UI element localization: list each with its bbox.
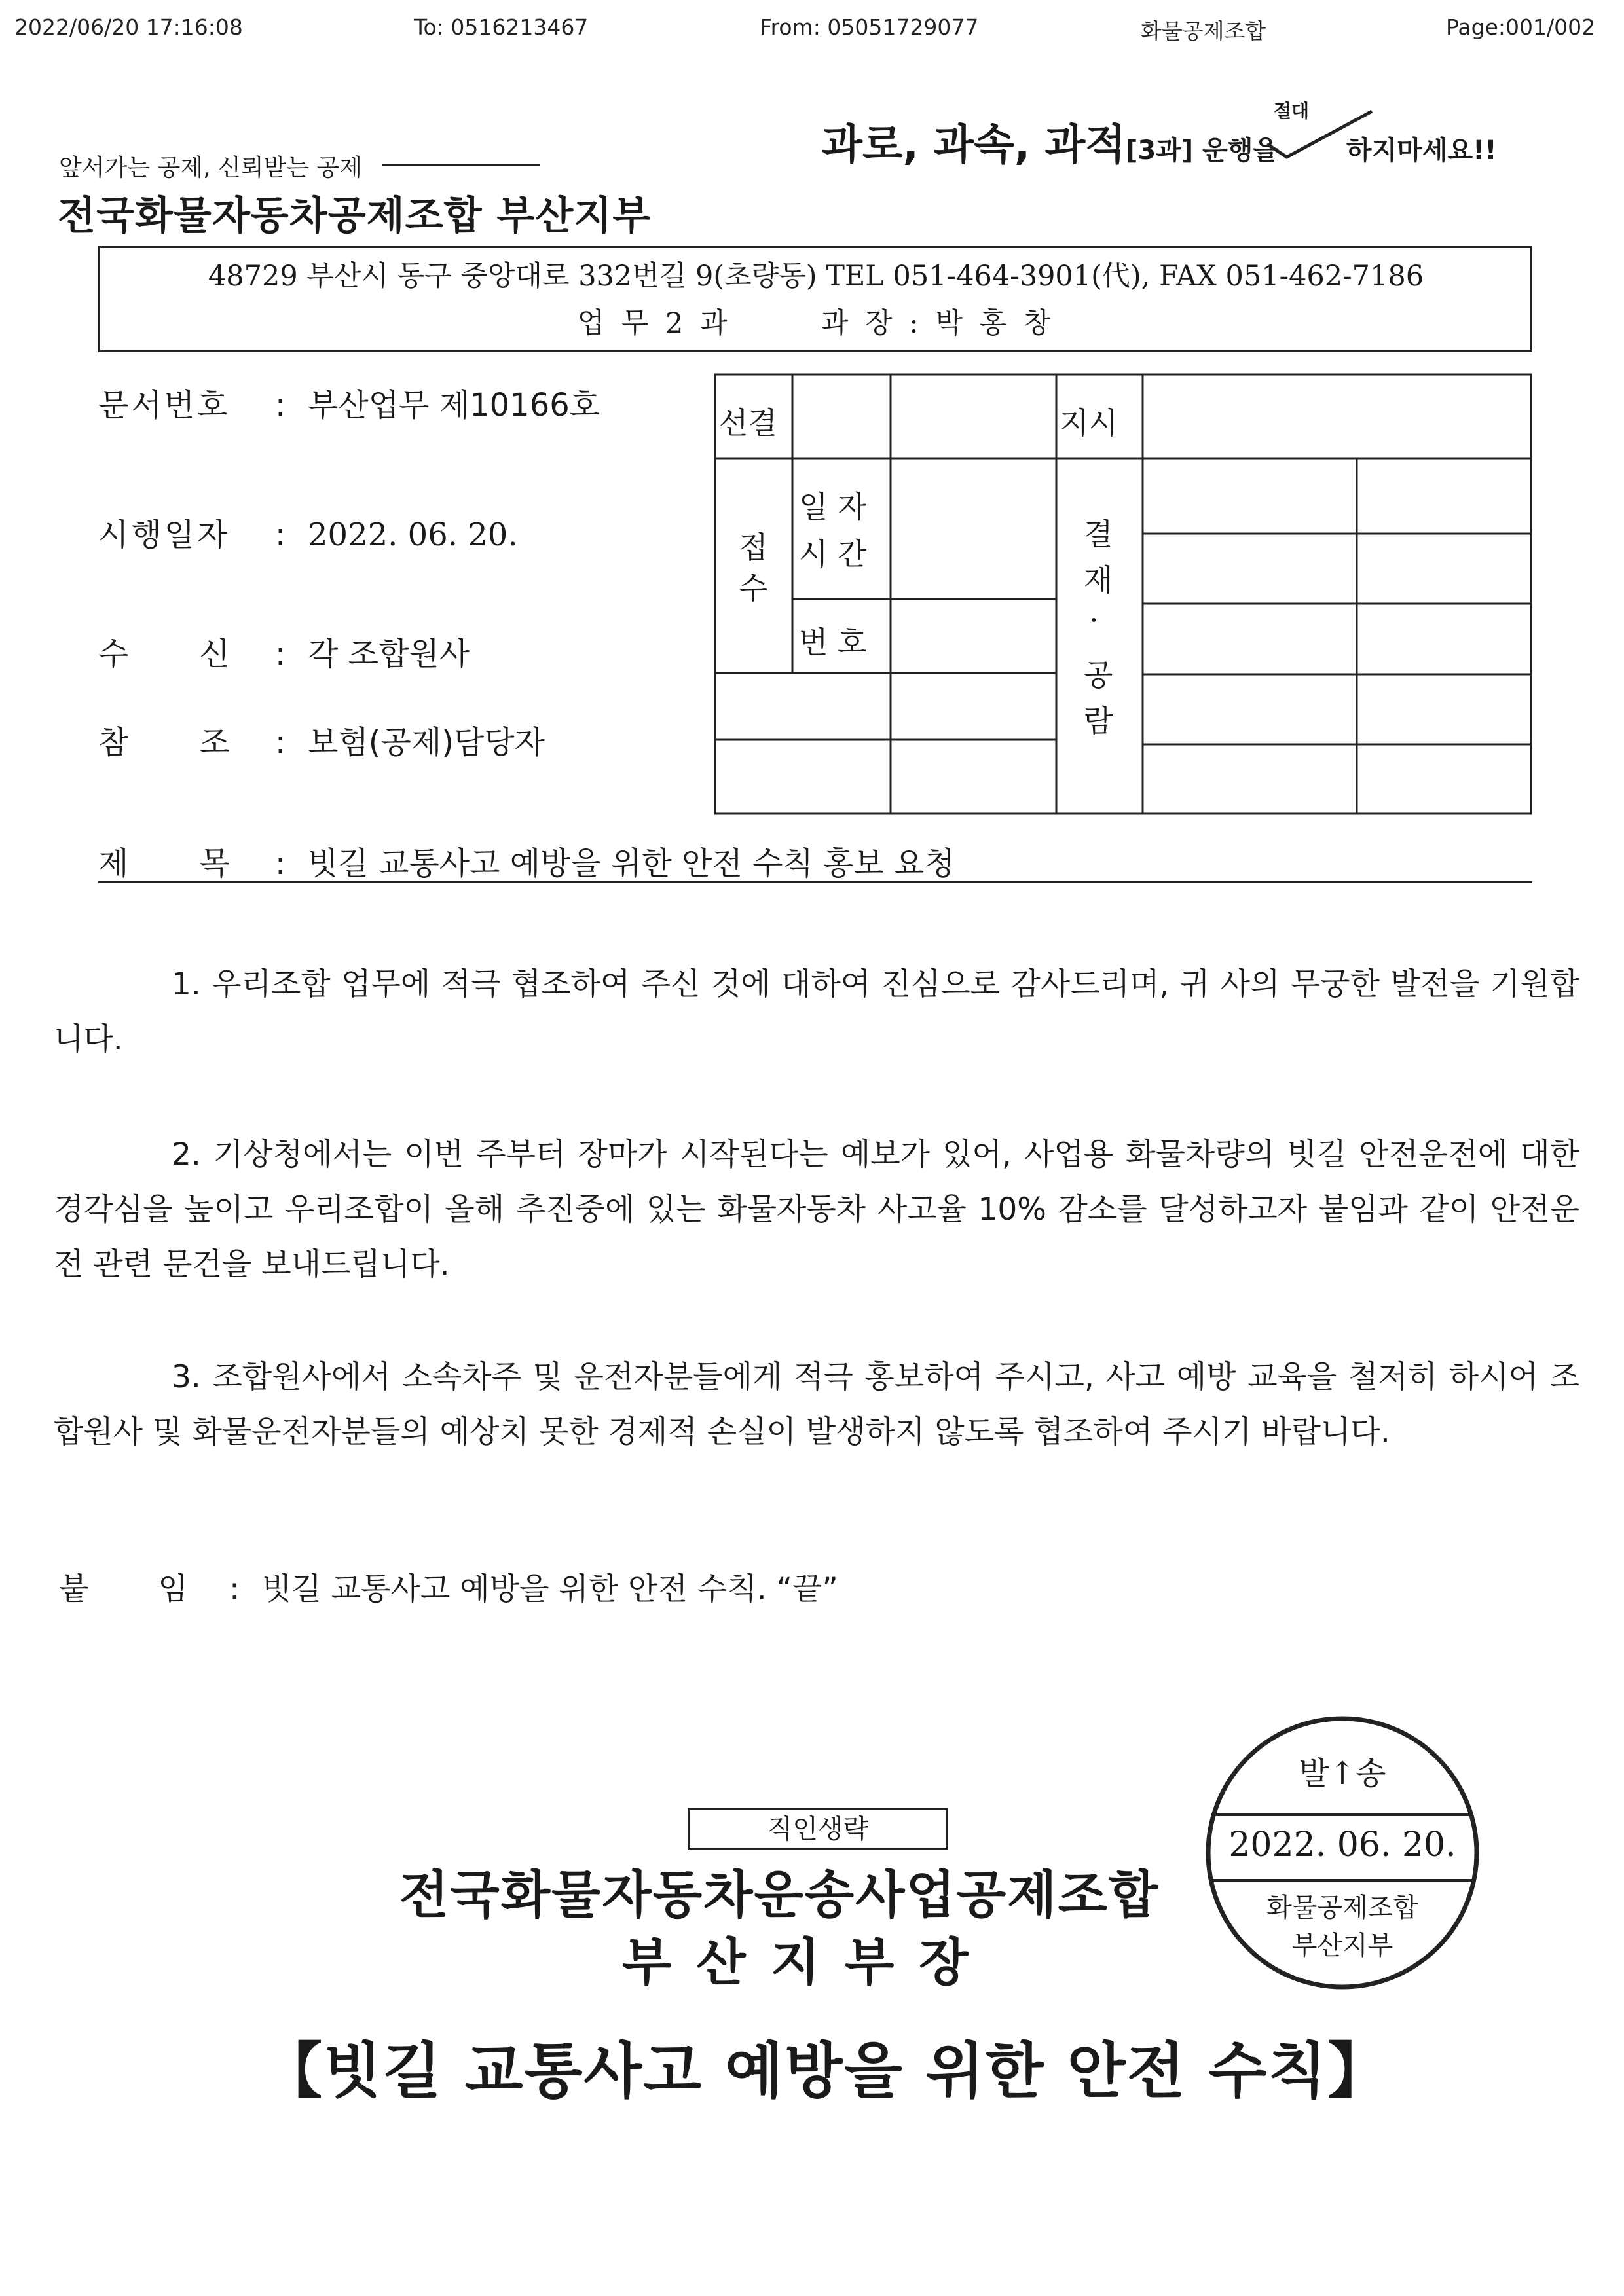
signature-org: 전국화물자동차운송사업공제조합	[399, 1866, 1160, 1925]
reference-row	[98, 717, 545, 762]
seal-date: 2022. 06. 20.	[1228, 1825, 1456, 1865]
seal-top: 발↑송	[1299, 1755, 1386, 1792]
checkmark-icon	[1261, 105, 1378, 164]
body-paragraph-1	[54, 957, 1579, 1067]
stamp-omitted-box: 직인생략	[688, 1808, 948, 1850]
slogan-end: 하지마세요!!	[1346, 136, 1497, 166]
paragraph-text: 2. 기상청에서는 이번 주부터 장마가 시작된다는 예보가 있어, 사업용 화물차량의 빗길 안전운전에 대한 경각심을 높이고 우리조합이 올해 추진중에 있는 화물자동차 사고율 10% 감소를 달성하고자 붙임과 같이 안전운전 관련 문건을 보내드립니다.	[54, 1137, 1579, 1283]
colon: :	[229, 1571, 240, 1607]
grid-ram: 람	[1084, 703, 1113, 738]
colon: :	[275, 517, 286, 553]
department-line: 업 무 2 과 과 장 : 박 홍 창	[577, 307, 1055, 340]
fax-from: From: 05051729077	[760, 14, 979, 40]
reference-label: 참 조	[98, 724, 232, 761]
address-line: 48729 부산시 동구 중앙대로 332번길 9(초량동) TEL 051-464-3901(代), FAX 051-462-7186	[208, 260, 1424, 293]
dispatch-seal	[1198, 1709, 1486, 1997]
grid-su: 수	[739, 570, 768, 606]
recipient-value: 각 조합원사	[308, 636, 470, 672]
reference-value: 보험(공제)담당자	[308, 724, 545, 761]
slogan-bracket: [3과]	[1126, 136, 1194, 166]
letterhead-motto: 앞서가는 공제, 신뢰받는 공제	[59, 155, 363, 181]
recipient-row	[98, 629, 470, 674]
seal-org: 화물공제조합	[1266, 1893, 1418, 1923]
grid-beonho: 번 호	[799, 625, 867, 660]
date-row	[98, 509, 518, 555]
body-paragraph-2	[54, 1127, 1579, 1292]
grid-seongyeol: 선결	[719, 405, 777, 441]
body-paragraph-3	[54, 1350, 1579, 1460]
grid-gong: 공	[1084, 657, 1113, 693]
fax-to: To: 0516213467	[414, 14, 589, 40]
colon: :	[275, 636, 286, 672]
slogan-main: 과로, 과속, 과적	[822, 121, 1126, 170]
fax-sender-name: 화물공제조합	[1141, 18, 1266, 44]
date-value: 2022. 06. 20.	[308, 517, 518, 553]
doc-number-row	[98, 380, 600, 425]
colon: :	[275, 724, 286, 761]
slogan-mid: 운행을	[1193, 136, 1287, 166]
paragraph-text: 3. 조합원사에서 소속차주 및 운전자분들에게 적극 홍보하여 주시고, 사고 예방 교육을 철저히 하시어 조합원사 및 화물운전자분들의 예상치 못한 경제적 손실이 발생하지 않도록 협조하여 주시기 바랍니다.	[54, 1359, 1579, 1450]
doc-number-value: 부산업무 제10166호	[308, 387, 600, 424]
grid-sigan: 시 간	[799, 536, 867, 572]
attachment-title: 【빗길 교통사고 예방을 위한 안전 수칙】	[262, 2036, 1390, 2106]
paragraph-text: 1. 우리조합 업무에 적극 협조하여 주신 것에 대하여 진심으로 감사드리며, 귀 사의 무궁한 발전을 기원합니다.	[54, 966, 1579, 1057]
doc-number-label: 문서번호	[98, 387, 231, 424]
recipient-label: 수 신	[98, 636, 232, 672]
grid-ilja: 일 자	[799, 489, 867, 524]
subject-value: 빗길 교통사고 예방을 위한 안전 수칙 홍보 요청	[308, 845, 955, 882]
colon: :	[275, 387, 286, 424]
motto-rule	[382, 164, 540, 166]
attachment-value: 빗길 교통사고 예방을 위한 안전 수칙. “끝”	[262, 1571, 838, 1607]
seal-branch: 부산지부	[1291, 1931, 1393, 1961]
fax-datetime: 2022/06/20 17:16:08	[14, 14, 243, 40]
grid-jeop: 접	[739, 530, 768, 565]
attachment-label: 붙 임	[59, 1571, 191, 1607]
approval-grid	[714, 373, 1532, 815]
subject-divider	[98, 881, 1532, 883]
letterhead-org-name: 전국화물자동차공제조합 부산지부	[58, 193, 652, 239]
colon: :	[275, 845, 286, 882]
grid-jisi: 지시	[1060, 405, 1118, 441]
date-label: 시행일자	[98, 517, 231, 553]
safety-slogan	[822, 100, 1497, 172]
grid-jae: 재	[1084, 562, 1113, 598]
approval-grid-lines	[714, 373, 1532, 815]
signature-title: 부산지부장	[622, 1933, 993, 1992]
fax-page: Page:001/002	[1446, 14, 1596, 40]
slogan-emphasis: 절대	[1274, 100, 1310, 122]
grid-dot: ·	[1089, 602, 1099, 638]
subject-row	[98, 838, 955, 883]
attachment-row	[59, 1565, 838, 1609]
subject-label: 제 목	[98, 845, 232, 882]
grid-gyeol: 결	[1084, 517, 1113, 552]
